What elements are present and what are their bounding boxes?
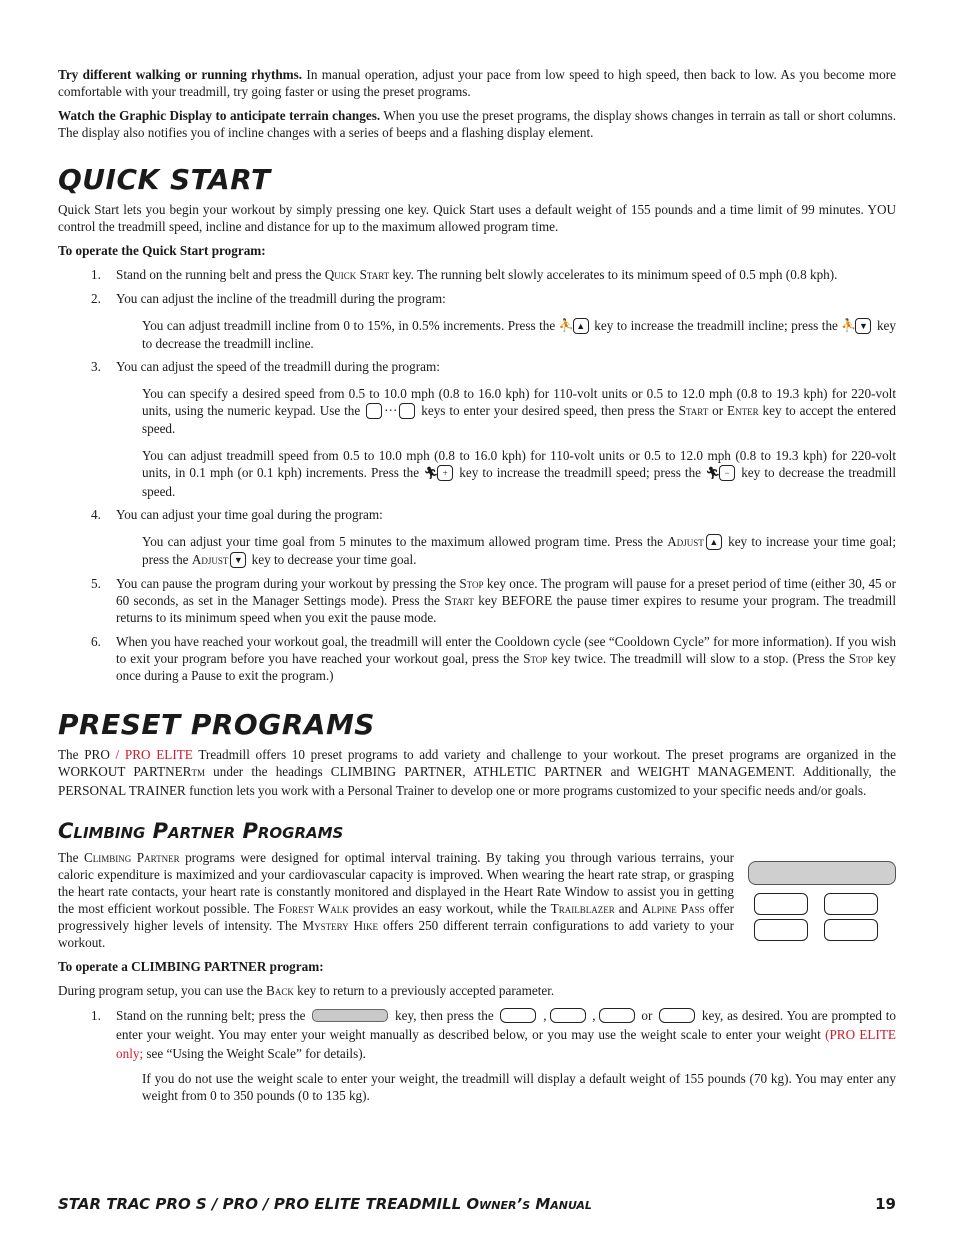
tip-graphic-display: Watch the Graphic Display to anticipate terrain changes. When you use the preset programs, the display shows changes in terrain as tall or short columns. The display also notifies you of incline changes with a series of beeps and a flashing display element.	[58, 108, 896, 140]
quick-start-intro: Quick Start lets you begin your workout by simply pressing one key. Quick Start uses a default weight of 155 pounds and a time limit of 99 minutes. YOU control the treadmill speed, incline and distance for up to the maximum allowed program time.	[58, 202, 896, 234]
program-key-illustration	[754, 919, 808, 941]
step-3-detail-keypad: You can specify a desired speed from 0.5 to 10.0 mph (0.8 to 16.0 kph) for 110-volt units or 0.5 to 12.0 mph (0.8 to 19.3 kph) for 220-volt units, using the numeric keypad. Use the ··· keys to enter your desired speed, then press the Start or Enter key to accept the entered speed.	[142, 386, 896, 437]
program-key-illustration	[754, 893, 808, 915]
program-key-illustration	[824, 919, 878, 941]
preset-programs-heading: PRESET PROGRAMS	[58, 707, 375, 741]
climbing-operate: To operate a CLIMBING PARTNER program:	[58, 958, 324, 974]
step-4: 4. You can adjust your time goal during the program:	[91, 506, 383, 522]
quick-start-heading: QUICK START	[58, 163, 271, 196]
climbing-setup-note: During program setup, you can use the Back key to return to a previously accepted parameter.	[58, 982, 555, 998]
climbing-partner-intro: The Climbing Partner programs were designed for optimal interval training. By taking you through various terrains, your caloric expenditure is maximized and your cardiovascular capacity is improved. When wearing the heart rate strap, or grasping the heart rate contacts, your heart rate is constantly monitored and displayed in the Heart Rate Window to assist you in getting the most efficient workout possible. The Forest Walk provides an easy workout, while the Trailblazer and Alpine Pass offer progressively higher levels of intensity. The Mystery Hike offers 250 different terrain configurations to add variety to your workout.	[58, 849, 734, 950]
step-3-detail-increment: You can adjust treadmill speed from 0.5 to 10.0 mph (0.8 to 16.0 kph) for 110-volt units or 0.5 to 12.0 mph (0.8 to 19.3 kph) for 220-volt units, in 0.1 mph (or 0.1 kph) increments. Press the 🏃︎ + key to increase the treadmill speed; press the 🏃︎ − key to decrease the treadmill speed.	[142, 448, 896, 499]
down-arrow-icon: ▼	[230, 552, 246, 568]
climbing-step-1-detail: If you do not use the weight scale to enter your weight, the treadmill will display a default weight of 155 pounds (70 kg). You may enter any weight from 0 to 350 pounds (0 to 135 kg).	[142, 1070, 896, 1103]
tip-rhythms: Try different walking or running rhythms. In manual operation, adjust your pace from low speed to high speed, then back to low. As you become more comfortable with your treadmill, try going faster or using the preset programs.	[58, 67, 896, 99]
climbing-section	[58, 849, 896, 951]
program-key-illustration	[824, 893, 878, 915]
step-2: 2. You can adjust the incline of the treadmill during the program:	[91, 291, 446, 306]
program-key-icon	[659, 1008, 695, 1023]
up-arrow-icon: ▲	[706, 534, 722, 550]
step-2-detail: You can adjust treadmill incline from 0 to 15%, in 0.5% increments. Press the ⛹ ▲ key to increase the treadmill incline; press the ⛹ ▼ key to decrease the treadmill incline.	[142, 318, 896, 352]
quick-start-operate: To operate the Quick Start program:	[58, 243, 266, 258]
incline-person-icon: ⛹	[841, 318, 857, 333]
quick-start-steps	[58, 266, 896, 307]
page-footer: STAR TRAC PRO S / PRO / PRO ELITE TREADMILL Owner’s Manual 19	[58, 1195, 896, 1213]
manual-page	[58, 66, 896, 1110]
climbing-step-1: 1. Stand on the running belt; press the key, then press the , , or key, as desired. You are prompted to enter your weight. You may enter your weight manually as described below, or you may use the weight scale to enter your weight (PRO ELITE only; see “Using the Weight Scale” for details).	[91, 1007, 897, 1061]
minus-icon: −	[719, 465, 735, 481]
page-number: 19	[875, 1195, 896, 1213]
climbing-partner-key-illustration	[748, 861, 896, 885]
up-arrow-icon: ▲	[573, 318, 589, 334]
climbing-partner-keypad-illustration	[748, 861, 896, 933]
step-1: 1. Stand on the running belt and press the Quick Start key. The running belt slowly accelerates to its minimum speed of 0.5 mph (0.8 kph).	[91, 267, 838, 282]
preset-programs-intro: The PRO / PRO ELITE Treadmill offers 10 preset programs to add variety and challenge to your workout. The preset programs are organized in the WORKOUT PARTNERTM under the headings CLIMBING PARTNER, ATHLETIC PARTNER and WEIGHT MANAGEMENT. Additionally, the PERSONAL TRAINER function lets you work with a Personal Trainer to develop one or more programs customized to your specific needs and/or goals.	[58, 746, 897, 798]
numeric-key-icon	[366, 403, 382, 419]
climbing-partner-heading: Climbing Partner Programs	[58, 818, 344, 843]
climbing-partner-key-icon	[312, 1009, 388, 1022]
running-person-icon: 🏃︎	[705, 465, 721, 480]
step-6: 6. When you have reached your workout goal, the treadmill will enter the Cooldown cycle (see “Cooldown Cycle” for more information). If you wish to exit your program before you have reached your workout goal, press the Stop key twice. The treadmill will slow to a stop. (Press the Stop key once during a Pause to exit the program.)	[91, 633, 896, 683]
plus-icon: +	[437, 465, 453, 481]
step-4-detail: You can adjust your time goal from 5 minutes to the maximum allowed program time. Press the Adjust ▲ key to increase your time goal; press the Adjust ▼ key to decrease your time goal.	[142, 533, 896, 567]
incline-person-icon: ⛹	[558, 318, 574, 333]
step-3: 3. You can adjust the speed of the treadmill during the program:	[91, 359, 440, 375]
running-person-icon: 🏃︎	[423, 465, 439, 480]
numeric-key-icon	[399, 403, 415, 419]
down-arrow-icon: ▼	[855, 318, 871, 334]
program-key-icon	[500, 1008, 536, 1023]
step-5: 5. You can pause the program during your workout by pressing the Stop key once. The program will pause for a preset period of time (either 30, 45 or 60 seconds, as set in the Manager Settings mode). Press the Start key BEFORE the pause timer expires to resume your program. The treadmill returns to its minimum speed when you exit the pause mode.	[91, 575, 896, 625]
program-key-icon	[599, 1008, 635, 1023]
program-key-icon	[550, 1008, 586, 1023]
